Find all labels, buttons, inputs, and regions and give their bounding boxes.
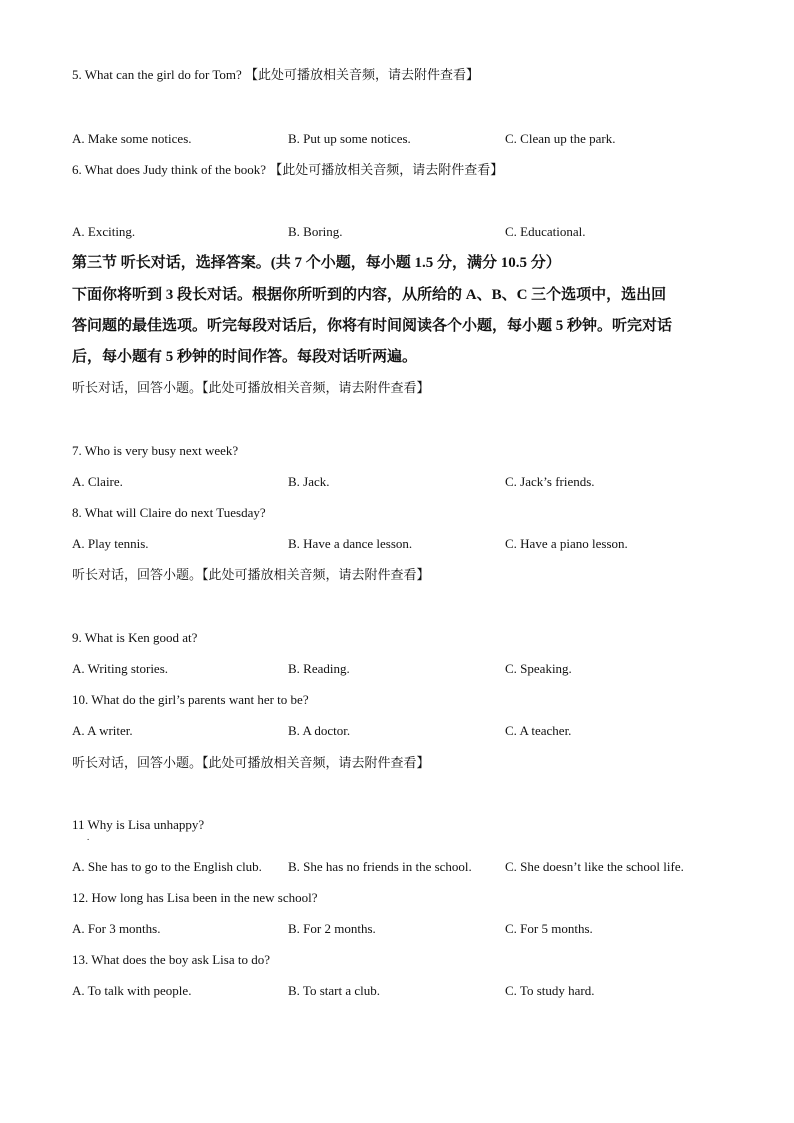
q11-stem: 11 Why is Lisa unhappy? [72,817,205,832]
q11-option-b: B. She has no friends in the school. [288,859,472,874]
q6-option-c: C. Educational. [505,224,586,239]
q13-option-b: B. To start a club. [288,983,381,998]
q10-option-c: C. A teacher. [505,723,572,738]
q8-stem: 8. What will Claire do next Tuesday? [72,505,266,520]
q13-option-a: A. To talk with people. [72,983,192,998]
q7-stem: 7. Who is very busy next week? [72,443,239,458]
q6-stem: 6. What does Judy think of the book? 【此处可播放相关音频，请去附件查看】 [72,162,504,177]
q8-option-c: C. Have a piano lesson. [505,536,628,551]
q6-option-a: A. Exciting. [72,224,136,239]
q9-option-b: B. Reading. [288,661,350,676]
section3-instruction-line-1: 下面你将听到 3 段长对话。根据你所听到的内容，从所给的 A、B、C 三个选项中，选出回 [72,287,667,303]
q10-option-b: B. A doctor. [288,723,351,738]
dialog2-note: 听长对话，回答小题。【此处可播放相关音频，请去附件查看】 [72,567,430,582]
q11-option-a: A. She has to go to the English club. [72,859,262,874]
q5-stem: 5. What can the girl do for Tom? 【此处可播放相关音频，请去附件查看】 [72,67,479,82]
dialog3-note: 听长对话，回答小题。【此处可播放相关音频，请去附件查看】 [72,755,430,770]
dialog1-note: 听长对话，回答小题。【此处可播放相关音频，请去附件查看】 [72,380,430,395]
q12-option-c: C. For 5 months. [505,921,593,936]
q7-option-c: C. Jack’s friends. [505,474,595,489]
q5-option-b: B. Put up some notices. [288,131,411,146]
q11-number-dot: . [87,832,90,842]
section3-title: 第三节 听长对话，选择答案。(共 7 个小题，每小题 1.5 分，满分 10.5 分） [72,255,561,271]
q6-option-b: B. Boring. [288,224,343,239]
q8-option-a: A. Play tennis. [72,536,149,551]
q11-option-c: C. She doesn’t like the school life. [505,859,684,874]
q12-option-a: A. For 3 months. [72,921,161,936]
q7-option-a: A. Claire. [72,474,123,489]
q9-option-a: A. Writing stories. [72,661,169,676]
q10-stem: 10. What do the girl’s parents want her to be? [72,692,309,707]
section3-instruction-line-2: 答问题的最佳选项。听完每段对话后，你将有时间阅读各个小题，每小题 5 秒钟。听完对话 [72,318,673,334]
q9-stem: 9. What is Ken good at? [72,630,198,645]
q13-stem: 13. What does the boy ask Lisa to do? [72,952,270,967]
q12-stem: 12. How long has Lisa been in the new school? [72,890,318,905]
q7-option-b: B. Jack. [288,474,330,489]
q13-option-c: C. To study hard. [505,983,595,998]
section3-instruction-line-3: 后，每小题有 5 秒钟的时间作答。每段对话听两遍。 [72,349,418,365]
q9-option-c: C. Speaking. [505,661,572,676]
q5-option-c: C. Clean up the park. [505,131,616,146]
q5-option-a: A. Make some notices. [72,131,192,146]
q8-option-b: B. Have a dance lesson. [288,536,413,551]
q10-option-a: A. A writer. [72,723,133,738]
q12-option-b: B. For 2 months. [288,921,376,936]
